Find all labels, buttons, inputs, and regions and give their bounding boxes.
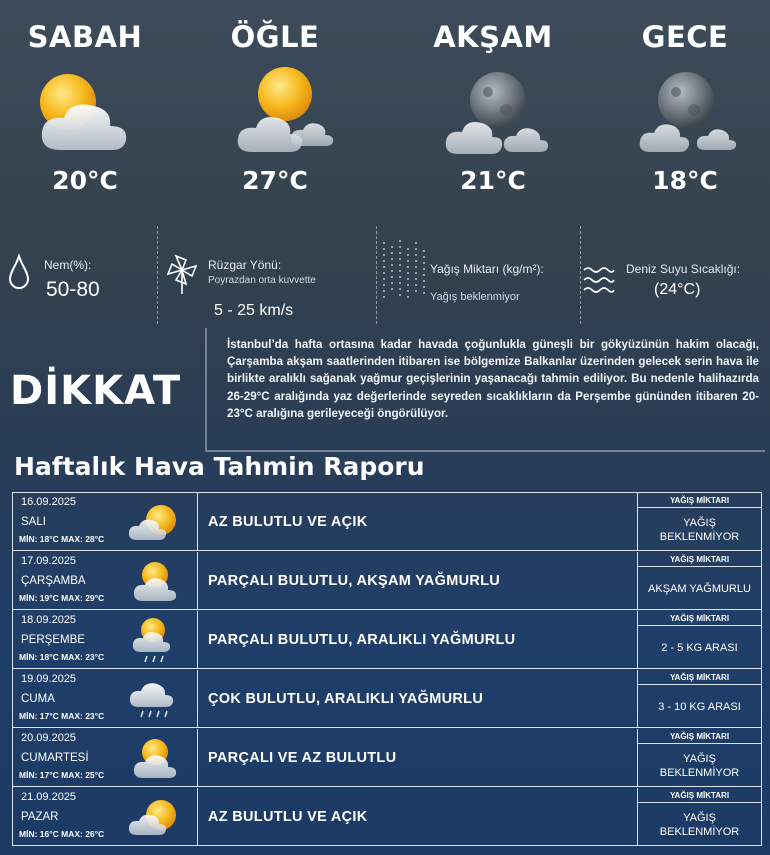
period-sabah — [0, 14, 180, 195]
description-cell — [198, 611, 638, 669]
forecast-date: 18.09.2025 — [21, 614, 77, 626]
rain-amount: AKŞAM YAĞMURLU — [648, 582, 751, 595]
forecast-description: ÇOK BULUTLU, ARALIKLI YAĞMURLU — [208, 691, 484, 707]
forecast-date: 16.09.2025 — [21, 496, 77, 508]
day-cell — [13, 670, 198, 728]
description-cell — [198, 552, 638, 610]
min-max-temp: MİN: 19°C MAX: 29°C — [19, 593, 105, 603]
table-row — [13, 552, 761, 610]
divider — [157, 226, 158, 324]
rain-cell — [638, 493, 761, 551]
night-cloud-icon — [398, 60, 588, 160]
forecast-date: 20.09.2025 — [21, 732, 77, 744]
wind-speed: 5 - 25 km/s — [214, 302, 294, 319]
forecast-day: ÇARŞAMBA — [21, 575, 86, 587]
sea-temp-stat — [582, 218, 770, 330]
stats-strip — [0, 218, 770, 330]
rain-header: YAĞIŞ MİKTARI — [638, 670, 761, 685]
period-name: ÖĞLE — [230, 20, 320, 54]
divider — [376, 226, 377, 324]
wind-description: Poyrazdan orta kuvvette — [208, 275, 316, 286]
rain-cell — [638, 552, 761, 610]
forecast-description: AZ BULUTLU VE AÇIK — [208, 514, 368, 530]
windmill-icon — [166, 252, 198, 296]
humidity-label: Nem(%): — [44, 258, 92, 272]
rain-amount: YAĞIŞ BEKLENMİYOR — [659, 752, 740, 779]
day-cell — [13, 729, 198, 787]
rain-description: Yağış beklenmiyor — [430, 291, 520, 303]
sea-temp-label: Deniz Suyu Sıcaklığı: — [626, 262, 741, 276]
rain-drops-icon — [380, 240, 428, 300]
min-max-temp: MİN: 18°C MAX: 23°C — [19, 652, 105, 662]
table-row — [13, 611, 761, 669]
divider — [580, 226, 581, 324]
sun-cloud-icon — [123, 734, 185, 782]
forecast-day: PERŞEMBE — [21, 634, 85, 646]
rain-amount: 2 - 5 KG ARASI — [661, 641, 738, 654]
sun-cloud-icon — [180, 60, 370, 160]
min-max-temp: MİN: 16°C MAX: 26°C — [19, 829, 105, 839]
description-cell — [198, 788, 638, 846]
rain-header: YAĞIŞ MİKTARI — [638, 729, 761, 744]
period-gece — [590, 14, 770, 195]
period-temperature: 18°C — [652, 166, 718, 195]
forecast-day: SALI — [21, 516, 46, 528]
period-temperature: 21°C — [460, 166, 526, 195]
forecast-day: PAZAR — [21, 811, 59, 823]
forecast-date: 17.09.2025 — [21, 555, 77, 567]
period-temperature: 27°C — [242, 166, 308, 195]
table-row — [13, 670, 761, 728]
table-row — [13, 788, 761, 846]
rain-amount: 3 - 10 KG ARASI — [658, 700, 741, 713]
min-max-temp: MİN: 17°C MAX: 23°C — [19, 711, 105, 721]
report-title: Haftalık Hava Tahmin Raporu — [14, 452, 425, 481]
rain-cell — [638, 788, 761, 846]
min-max-temp: MİN: 17°C MAX: 25°C — [19, 770, 105, 780]
period-ogle — [180, 14, 370, 195]
table-row — [13, 729, 761, 787]
description-cell — [198, 729, 638, 787]
rain-cell — [638, 611, 761, 669]
day-cell — [13, 611, 198, 669]
rain-amount: YAĞIŞ BEKLENMİYOR — [659, 811, 740, 838]
droplet-icon — [8, 254, 30, 290]
description-cell — [198, 670, 638, 728]
day-cell — [13, 788, 198, 846]
day-cell — [13, 552, 198, 610]
period-name: AKŞAM — [433, 20, 553, 54]
forecast-date: 19.09.2025 — [21, 673, 77, 685]
cloud-rain-icon — [123, 675, 185, 723]
wind-label: Rüzgar Yönü: — [208, 258, 282, 272]
weekly-forecast-table — [12, 492, 762, 846]
partly-cloudy-sun-icon — [123, 793, 185, 841]
rain-stat — [378, 218, 578, 330]
rain-header: YAĞIŞ MİKTARI — [638, 788, 761, 803]
night-cloud-icon — [590, 60, 770, 160]
rain-header: YAĞIŞ MİKTARI — [638, 552, 761, 567]
sun-cloud-icon — [123, 557, 185, 605]
day-periods — [0, 0, 770, 210]
alert-title: DİKKAT — [10, 368, 182, 414]
forecast-description: PARÇALI VE AZ BULUTLU — [208, 750, 397, 766]
day-cell — [13, 493, 198, 551]
period-temperature: 20°C — [52, 166, 118, 195]
forecast-day: CUMA — [21, 693, 55, 705]
period-aksam — [398, 14, 588, 195]
sea-temp-value: (24°C) — [654, 281, 701, 298]
min-max-temp: MİN: 18°C MAX: 28°C — [19, 534, 105, 544]
humidity-value: 50-80 — [46, 278, 100, 301]
alert-box — [205, 328, 765, 452]
rain-label: Yağış Miktarı (kg/m²): — [430, 262, 544, 276]
partly-cloudy-sun-icon — [0, 60, 180, 160]
humidity-stat — [0, 218, 155, 330]
forecast-description: PARÇALI BULUTLU, AKŞAM YAĞMURLU — [208, 573, 501, 589]
wind-stat — [160, 218, 375, 330]
forecast-description: PARÇALI BULUTLU, ARALIKLI YAĞMURLU — [208, 632, 516, 648]
period-name: SABAH — [27, 20, 143, 54]
rain-header: YAĞIŞ MİKTARI — [638, 611, 761, 626]
period-name: GECE — [641, 20, 729, 54]
rain-cell — [638, 729, 761, 787]
sun-cloud-rain-icon — [123, 616, 185, 664]
waves-icon — [582, 262, 616, 296]
rain-amount: YAĞIŞ BEKLENMİYOR — [659, 516, 740, 543]
description-cell — [198, 493, 638, 551]
rain-header: YAĞIŞ MİKTARI — [638, 493, 761, 508]
alert-text: İstanbul’da hafta ortasına kadar havada çoğunlukla güneşli bir gökyüzünün hakim olacağı, Çarşamba akşam saatlerinden itibaren ise bölgemize Balkanlar üzerinden gelecek serin hava ile birlikte aralıklı sağanak yağmur geçişlerinin yaşanacağı tahmin ediliyor. Bu nedenle halihazırda 26-29°C aralığında yaz değerlerinde seyreden sıcaklıkların da Perşembe gününden itibaren 20-23°C aralığına gerileyeceği öngörülüyor. — [227, 338, 759, 420]
forecast-description: AZ BULUTLU VE AÇIK — [208, 809, 368, 825]
forecast-day: CUMARTESİ — [21, 752, 89, 764]
table-row — [13, 493, 761, 551]
forecast-date: 21.09.2025 — [21, 791, 77, 803]
rain-cell — [638, 670, 761, 728]
partly-cloudy-sun-icon — [123, 498, 185, 546]
